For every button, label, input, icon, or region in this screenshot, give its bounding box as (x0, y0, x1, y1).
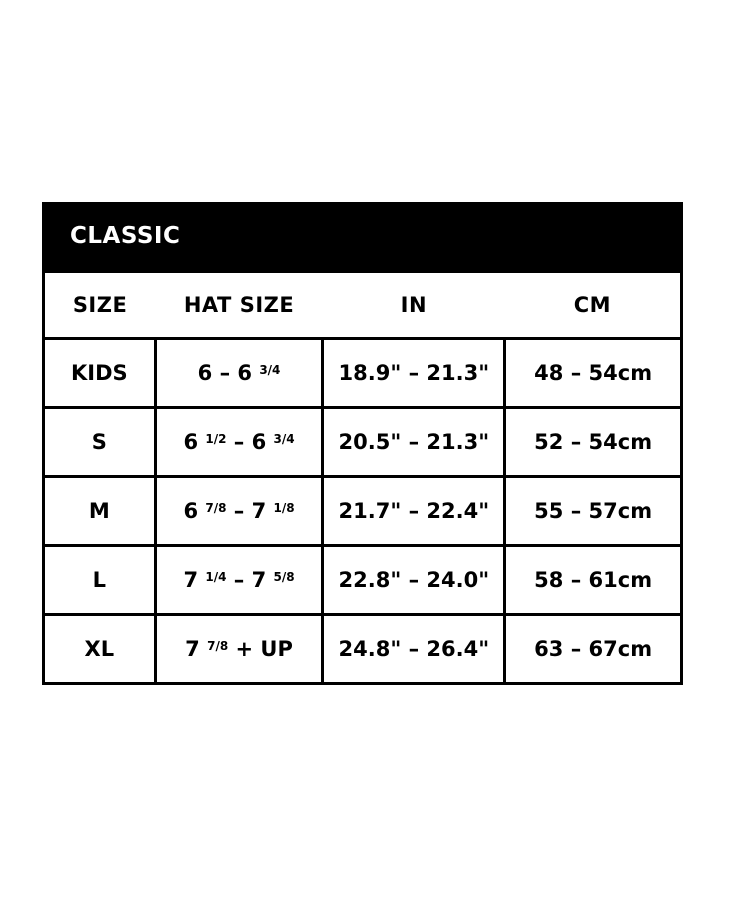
cm-cell: 63 – 67cm (505, 615, 682, 684)
column-header-cm: CM (505, 272, 682, 339)
chart-title: CLASSIC (70, 223, 181, 249)
size-table (42, 270, 683, 685)
hat-size-fraction: 1/4 (205, 570, 227, 584)
hat-size-fraction: 1/2 (205, 432, 227, 446)
hat-size-cell (155, 408, 323, 477)
size-cell: KIDS (44, 339, 156, 408)
table-header-row (44, 272, 682, 339)
hat-size-cell (155, 339, 323, 408)
size-cell: XL (44, 615, 156, 684)
cm-cell: 58 – 61cm (505, 546, 682, 615)
hat-size-text: 7 (183, 568, 206, 592)
inches-cell: 20.5" – 21.3" (323, 408, 505, 477)
hat-size-fraction: 5/8 (273, 570, 295, 584)
hat-size-text: – 7 (226, 568, 274, 592)
hat-size-text: – 6 (226, 430, 274, 454)
cm-cell: 52 – 54cm (505, 408, 682, 477)
size-cell: L (44, 546, 156, 615)
column-header-size: SIZE (44, 272, 156, 339)
hat-size-text: + UP (228, 637, 293, 661)
hat-size-cell (155, 546, 323, 615)
inches-cell: 24.8" – 26.4" (323, 615, 505, 684)
hat-size-cell (155, 615, 323, 684)
size-chart (42, 202, 683, 685)
table-row (44, 615, 682, 684)
column-header-hat-size: HAT SIZE (155, 272, 323, 339)
table-row (44, 546, 682, 615)
table-row (44, 339, 682, 408)
inches-cell: 18.9" – 21.3" (323, 339, 505, 408)
hat-size-fraction: 7/8 (205, 501, 227, 515)
table-row (44, 408, 682, 477)
hat-size-text: 7 (185, 637, 208, 661)
hat-size-fraction: 1/8 (273, 501, 295, 515)
hat-size-fraction: 3/4 (273, 432, 295, 446)
hat-size-fraction: 3/4 (259, 363, 281, 377)
chart-title-bar (42, 202, 683, 270)
inches-cell: 22.8" – 24.0" (323, 546, 505, 615)
hat-size-fraction: 7/8 (207, 639, 229, 653)
inches-cell: 21.7" – 22.4" (323, 477, 505, 546)
table-row (44, 477, 682, 546)
size-cell: M (44, 477, 156, 546)
hat-size-text: 6 (183, 430, 206, 454)
cm-cell: 55 – 57cm (505, 477, 682, 546)
hat-size-cell (155, 477, 323, 546)
hat-size-text: 6 – 6 (197, 361, 260, 385)
hat-size-text: – 7 (226, 499, 274, 523)
hat-size-text: 6 (183, 499, 206, 523)
cm-cell: 48 – 54cm (505, 339, 682, 408)
size-cell: S (44, 408, 156, 477)
column-header-inches: IN (323, 272, 505, 339)
